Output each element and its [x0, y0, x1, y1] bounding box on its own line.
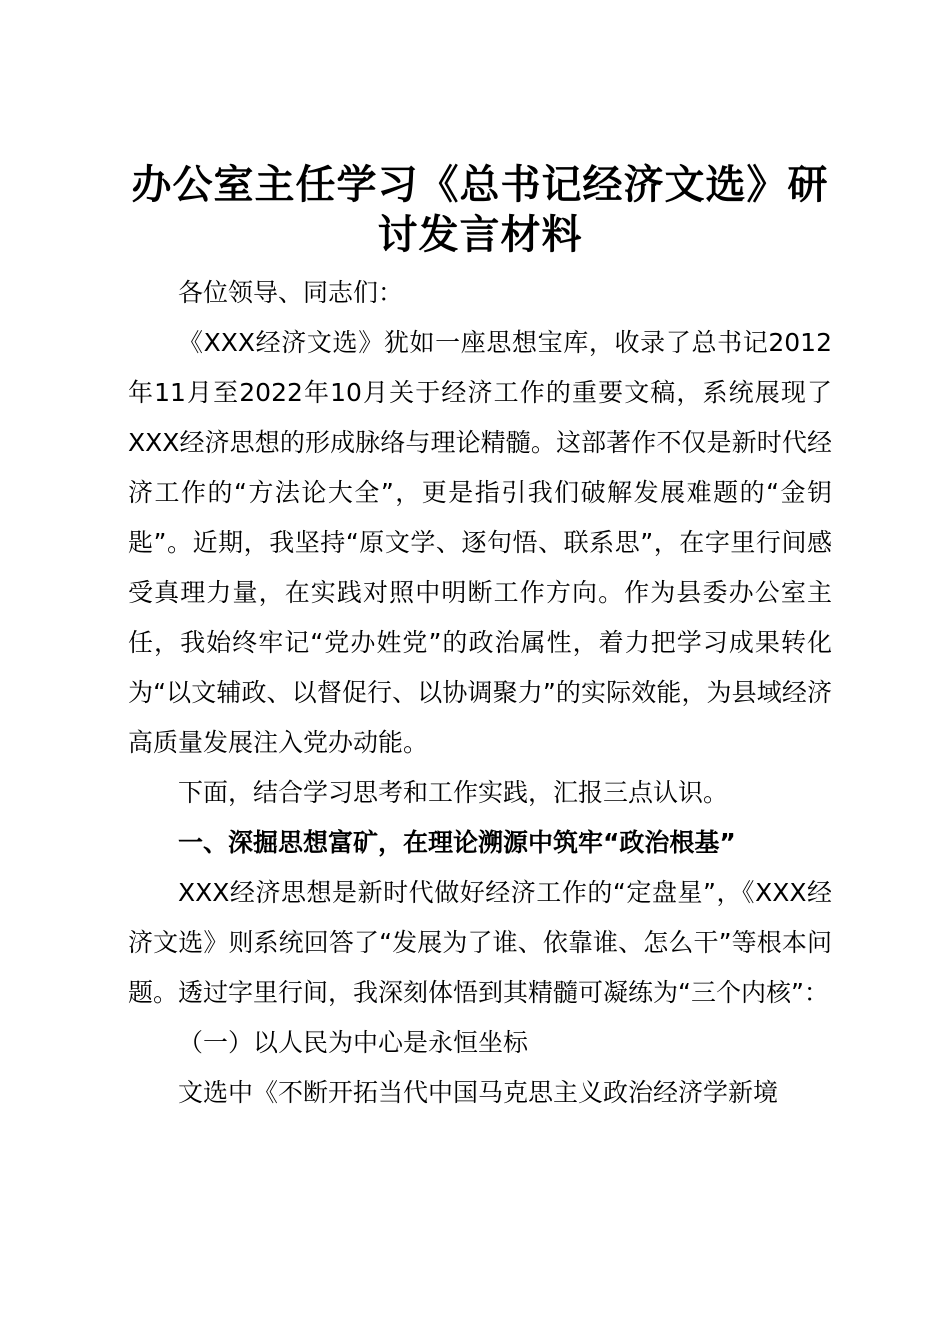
document-body: [128, 268, 832, 1118]
subsection-body-paragraph: 文选中《不断开拓当代中国马克思主义政治经济学新境: [178, 1078, 779, 1107]
section-heading: 一、深掘思想富矿，在理论溯源中筑牢“政治根基”: [178, 828, 736, 857]
document-title: 办公室主任学习《总书记经济文选》研讨发言材料: [131, 161, 829, 258]
transition-paragraph: 下面，结合学习思考和工作实践，汇报三点认识。: [178, 778, 729, 807]
document-page: [128, 160, 832, 1118]
salutation-paragraph: 各位领导、同志们：: [178, 278, 404, 307]
intro-paragraph: 《XXX经济文选》犹如一座思想宝库，收录了总书记2012年11月至2022年10月关于经济工作的重要文稿，系统展现了XXX经济思想的形成脉络与理论精髓。这部著作不仅是新时代经济工作的“方法论大全”，更是指引我们破解发展难题的“金钥匙”。近期，我坚持“原文学、逐句悟、联系思”，在字里行间感受真理力量，在实践对照中明断工作方向。作为县委办公室主任，我始终牢记“党办姓党”的政治属性，着力把学习成果转化为“以文辅政、以督促行、以协调聚力”的实际效能，为县域经济高质量发展注入党办动能。: [128, 328, 832, 757]
subsection-heading: （一）以人民为中心是永恒坐标: [178, 1028, 529, 1057]
section-body-paragraph: XXX经济思想是新时代做好经济工作的“定盘星”，《XXX经济文选》则系统回答了“发展为了谁、依靠谁、怎么干”等根本问题。透过字里行间，我深刻体悟到其精髓可凝练为“三个内核”：: [128, 878, 832, 1007]
